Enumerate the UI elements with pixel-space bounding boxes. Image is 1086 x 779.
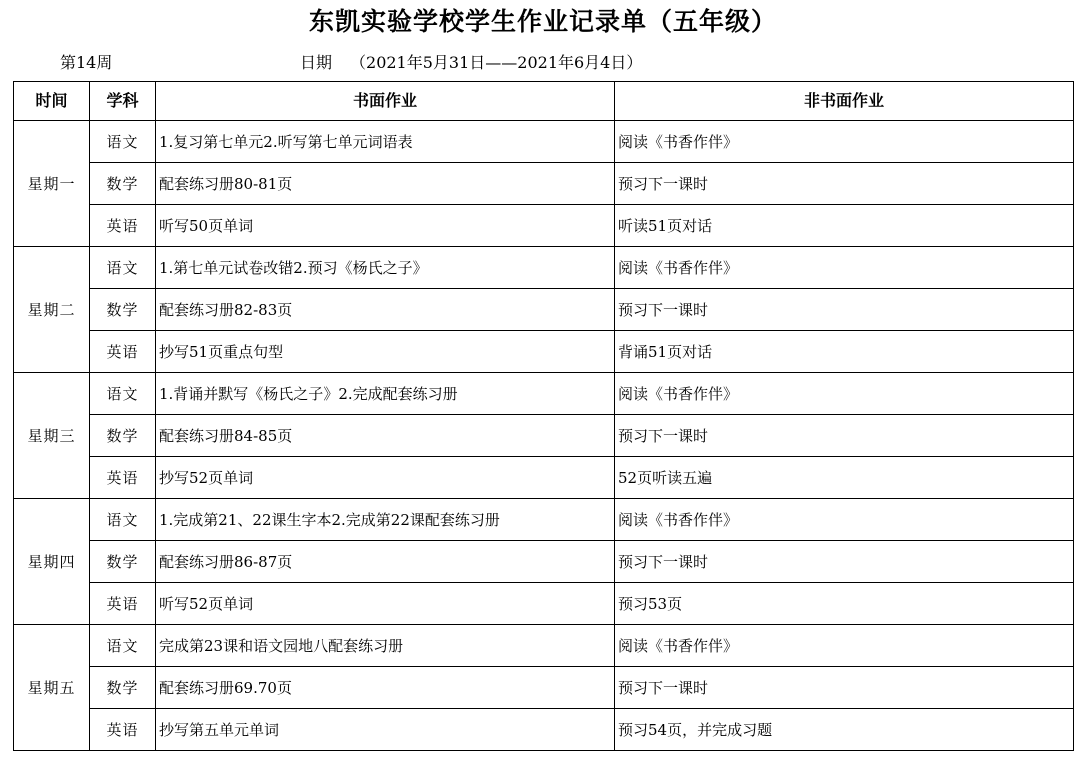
written-homework-cell: 1.背诵并默写《杨氏之子》2.完成配套练习册 — [156, 373, 615, 415]
non-written-homework-cell: 听读51页对话 — [615, 205, 1074, 247]
table-row — [14, 583, 1074, 625]
subject-cell: 语文 — [90, 499, 156, 541]
written-homework-cell: 1.完成第21、22课生字本2.完成第22课配套练习册 — [156, 499, 615, 541]
week-label: 第14周 — [60, 53, 113, 72]
subject-cell: 英语 — [90, 583, 156, 625]
subject-cell: 数学 — [90, 541, 156, 583]
table-row — [14, 415, 1074, 457]
subject-cell: 语文 — [90, 625, 156, 667]
non-written-homework-cell: 预习下一课时 — [615, 667, 1074, 709]
table-row — [14, 541, 1074, 583]
written-homework-cell: 1.第七单元试卷改错2.预习《杨氏之子》 — [156, 247, 615, 289]
written-homework-cell: 听写52页单词 — [156, 583, 615, 625]
written-homework-cell: 1.复习第七单元2.听写第七单元词语表 — [156, 121, 615, 163]
subject-cell: 语文 — [90, 121, 156, 163]
day-cell: 星期四 — [14, 499, 90, 625]
non-written-homework-cell: 预习下一课时 — [615, 541, 1074, 583]
subject-cell: 英语 — [90, 709, 156, 751]
written-homework-cell: 抄写51页重点句型 — [156, 331, 615, 373]
table-body — [14, 121, 1074, 751]
header-subject: 学科 — [90, 82, 156, 121]
header-non-written: 非书面作业 — [615, 82, 1074, 121]
subject-cell: 语文 — [90, 247, 156, 289]
day-cell: 星期二 — [14, 247, 90, 373]
non-written-homework-cell: 预习下一课时 — [615, 163, 1074, 205]
subject-cell: 数学 — [90, 163, 156, 205]
table-row — [14, 121, 1074, 163]
subject-cell: 英语 — [90, 457, 156, 499]
table-row — [14, 709, 1074, 751]
non-written-homework-cell: 阅读《书香作伴》 — [615, 121, 1074, 163]
written-homework-cell: 抄写52页单词 — [156, 457, 615, 499]
date-line — [300, 51, 642, 75]
header-written: 书面作业 — [156, 82, 615, 121]
subject-cell: 数学 — [90, 667, 156, 709]
written-homework-cell: 配套练习册80-81页 — [156, 163, 615, 205]
written-homework-cell: 完成第23课和语文园地八配套练习册 — [156, 625, 615, 667]
page-title: 东凯实验学校学生作业记录单（五年级） — [308, 7, 777, 36]
table-row — [14, 247, 1074, 289]
written-homework-cell: 配套练习册86-87页 — [156, 541, 615, 583]
table-row — [14, 667, 1074, 709]
subject-cell: 数学 — [90, 415, 156, 457]
table-row — [14, 205, 1074, 247]
header-time: 时间 — [14, 82, 90, 121]
table-row — [14, 625, 1074, 667]
written-homework-cell: 配套练习册69.70页 — [156, 667, 615, 709]
day-cell: 星期一 — [14, 121, 90, 247]
table-row — [14, 457, 1074, 499]
non-written-homework-cell: 52页听读五遍 — [615, 457, 1074, 499]
non-written-homework-cell: 背诵51页对话 — [615, 331, 1074, 373]
written-homework-cell: 抄写第五单元单词 — [156, 709, 615, 751]
written-homework-cell: 听写50页单词 — [156, 205, 615, 247]
subject-cell: 英语 — [90, 205, 156, 247]
non-written-homework-cell: 预习下一课时 — [615, 415, 1074, 457]
written-homework-cell: 配套练习册84-85页 — [156, 415, 615, 457]
subject-cell: 语文 — [90, 373, 156, 415]
non-written-homework-cell: 预习下一课时 — [615, 289, 1074, 331]
date-label: 日期 — [300, 53, 333, 72]
subject-cell: 数学 — [90, 289, 156, 331]
table-row — [14, 499, 1074, 541]
day-cell: 星期五 — [14, 625, 90, 751]
non-written-homework-cell: 预习54页，并完成习题 — [615, 709, 1074, 751]
non-written-homework-cell: 预习53页 — [615, 583, 1074, 625]
date-range: （2021年5月31日——2021年6月4日） — [350, 53, 643, 72]
table-row — [14, 289, 1074, 331]
non-written-homework-cell: 阅读《书香作伴》 — [615, 625, 1074, 667]
day-cell: 星期三 — [14, 373, 90, 499]
table-row — [14, 163, 1074, 205]
table-row — [14, 373, 1074, 415]
written-homework-cell: 配套练习册82-83页 — [156, 289, 615, 331]
non-written-homework-cell: 阅读《书香作伴》 — [615, 499, 1074, 541]
subject-cell: 英语 — [90, 331, 156, 373]
homework-table — [13, 81, 1074, 751]
table-header-row — [14, 82, 1074, 121]
non-written-homework-cell: 阅读《书香作伴》 — [615, 247, 1074, 289]
table-row — [14, 331, 1074, 373]
non-written-homework-cell: 阅读《书香作伴》 — [615, 373, 1074, 415]
